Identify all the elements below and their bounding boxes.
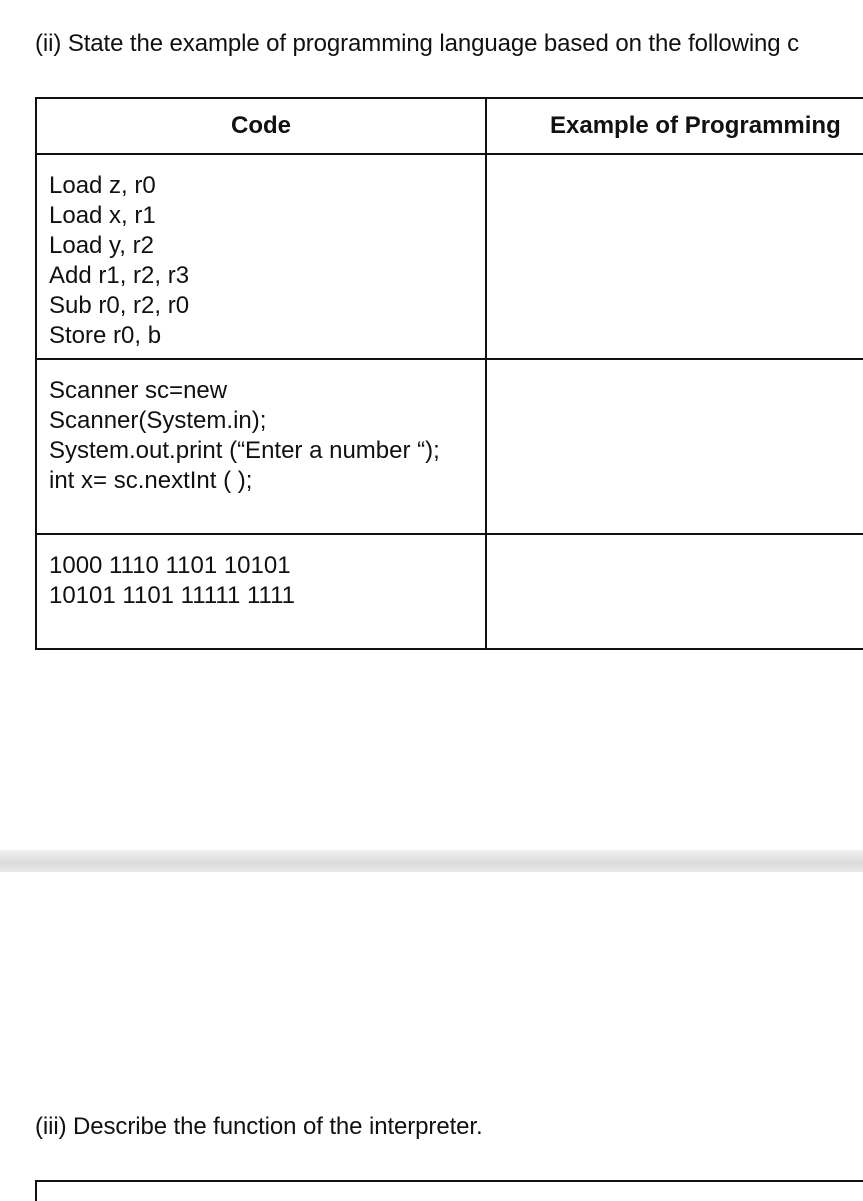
table-header-row [36,98,863,154]
code-language-table [35,97,863,650]
answer-cell[interactable] [486,534,863,649]
answer-cell[interactable] [486,359,863,534]
code-cell-assembly [36,154,486,359]
code-line: Scanner(System.in); [49,407,267,434]
answer-box[interactable] [35,1180,863,1201]
code-cell-machine [36,534,486,649]
code-line: Sub r0, r2, r0 [49,292,190,319]
code-line: System.out.print (“Enter a number “); [49,437,440,464]
code-line: Load y, r2 [49,232,154,259]
code-line: Add r1, r2, r3 [49,262,190,289]
code-line: 10101 1101 11111 1111 [49,582,296,609]
code-line: int x= sc.nextInt ( ); [49,467,253,494]
header-example: Example of Programming [486,98,863,154]
table-row [36,359,863,534]
code-line: 1000 1110 1101 10101 [49,552,291,579]
question-ii-text: (ii) State the example of programming language based on the following c [35,30,800,57]
page-divider [0,850,863,872]
code-line: Scanner sc=new [49,377,228,404]
code-line: Load x, r1 [49,202,156,229]
question-iii-text: (iii) Describe the function of the interpreter. [35,1113,483,1140]
code-line: Load z, r0 [49,172,156,199]
answer-cell[interactable] [486,154,863,359]
code-cell-high-level [36,359,486,534]
table-row [36,154,863,359]
header-code: Code [36,98,486,154]
table-row [36,534,863,649]
code-line: Store r0, b [49,322,162,349]
